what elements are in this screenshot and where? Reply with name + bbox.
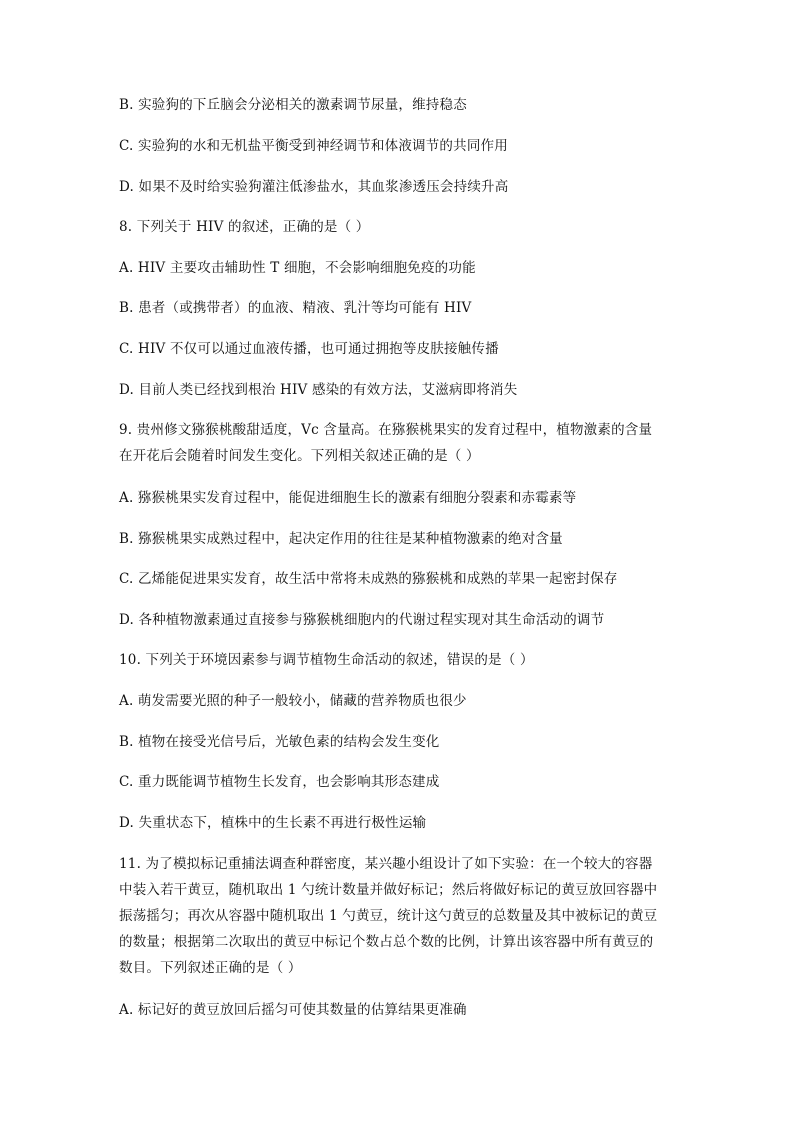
option-10c: C. 重力既能调节植物生长发育，也会影响其形态建成 <box>119 774 440 790</box>
option-7b: B. 实验狗的下丘脑会分泌相关的激素调节尿量，维持稳态 <box>119 97 467 113</box>
question-8-stem: 8. 下列关于 HIV 的叙述，正确的是（ ） <box>119 219 370 235</box>
option-7d: D. 如果不及时给实验狗灌注低渗盐水，其血浆渗透压会持续升高 <box>119 179 509 195</box>
option-9a: A. 猕猴桃果实发育过程中，能促进细胞生长的激素有细胞分裂素和赤霉素等 <box>119 490 577 506</box>
option-9d: D. 各种植物激素通过直接参与猕猴桃细胞内的代谢过程实现对其生命活动的调节 <box>119 612 605 628</box>
question-11-stem-line-2: 中装入若干黄豆，随机取出 1 勺统计数量并做好标记；然后将做好标记的黄豆放回容器中 <box>119 882 658 898</box>
option-8c: C. HIV 不仅可以通过血液传播，也可通过拥抱等皮肤接触传播 <box>119 341 499 357</box>
question-11-stem-line-4: 的数量；根据第二次取出的黄豆中标记个数占总个数的比例，计算出该容器中所有黄豆的 <box>119 934 654 950</box>
option-10b: B. 植物在接受光信号后，光敏色素的结构会发生变化 <box>119 734 440 750</box>
question-9-stem-line-2: 在开花后会随着时间发生变化。下列相关叙述正确的是（ ） <box>119 448 480 464</box>
option-10a: A. 萌发需要光照的种子一般较小，储藏的营养物质也很少 <box>119 693 467 709</box>
option-9c: C. 乙烯能促进果实发育，故生活中常将未成熟的猕猴桃和成熟的苹果一起密封保存 <box>119 571 618 587</box>
question-11-stem-line-1: 11. 为了模拟标记重捕法调查种群密度，某兴趣小组设计了如下实验：在一个较大的容器 <box>119 856 653 872</box>
question-9-stem-line-1: 9. 贵州修文猕猴桃酸甜适度，Vc 含量高。在猕猴桃果实的发育过程中，植物激素的含量 <box>119 422 653 438</box>
question-11-stem-line-3: 振荡摇匀；再次从容器中随机取出 1 勺黄豆，统计这勺黄豆的总数量及其中被标记的黄豆 <box>119 908 658 924</box>
question-10-stem: 10. 下列关于环境因素参与调节植物生命活动的叙述，错误的是（ ） <box>119 652 534 668</box>
option-7c: C. 实验狗的水和无机盐平衡受到神经调节和体液调节的共同作用 <box>119 138 508 154</box>
option-11a: A. 标记好的黄豆放回后摇匀可使其数量的估算结果更准确 <box>119 1002 467 1018</box>
option-8b: B. 患者（或携带者）的血液、精液、乳汁等均可能有 HIV <box>119 300 472 316</box>
question-11-stem-line-5: 数目。下列叙述正确的是（ ） <box>119 960 302 976</box>
option-10d: D. 失重状态下，植株中的生长素不再进行极性运输 <box>119 815 427 831</box>
option-8d: D. 目前人类已经找到根治 HIV 感染的有效方法，艾滋病即将消失 <box>119 382 518 398</box>
option-8a: A. HIV 主要攻击辅助性 T 细胞，不会影响细胞免疫的功能 <box>119 260 476 276</box>
option-9b: B. 猕猴桃果实成熟过程中，起决定作用的往往是某种植物激素的绝对含量 <box>119 531 563 547</box>
